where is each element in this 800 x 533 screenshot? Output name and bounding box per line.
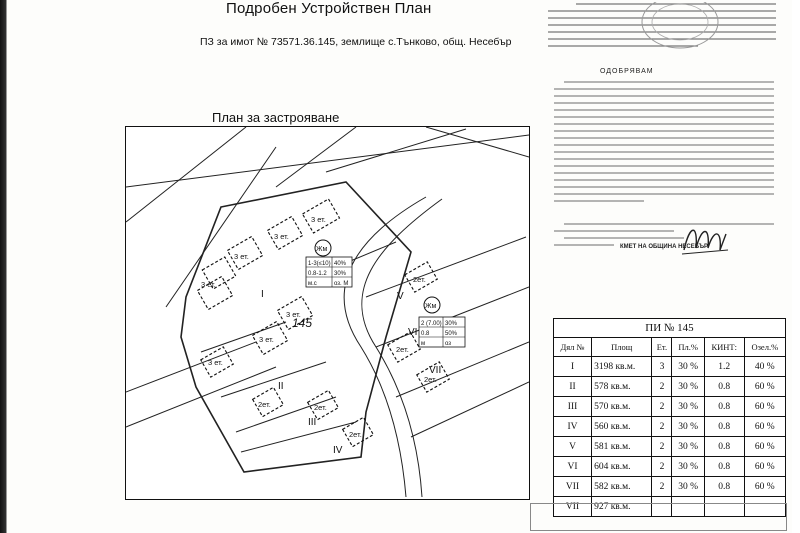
round-stamp (640, 2, 760, 52)
plan-drawing (125, 126, 530, 500)
table-cell: I (554, 357, 592, 377)
zone-label-IV: IV (333, 445, 343, 456)
table-cell: II (554, 377, 592, 397)
table-cell: VI (554, 457, 592, 477)
table-cell: 60 % (744, 417, 785, 437)
col-header: Дял № (554, 338, 592, 357)
page-title: Подробен Устройствен План (226, 0, 432, 17)
floors-label: 3 ет. (274, 232, 289, 241)
svg-text:оз: оз (445, 341, 452, 347)
table-cell: 0.8 (704, 437, 744, 457)
svg-text:Жм: Жм (425, 303, 437, 310)
zone-label-III: III (308, 417, 317, 428)
table-cell: 60 % (744, 437, 785, 457)
parcel-table (553, 318, 786, 517)
approval-heading: ОДОБРЯВАМ (600, 68, 654, 75)
approval-body (554, 78, 776, 221)
floors-label: 2ет. (258, 400, 271, 409)
table-row (554, 477, 786, 497)
table-cell: 30 % (672, 477, 704, 497)
svg-text:30%: 30% (445, 321, 458, 327)
floors-label: 2ет. (424, 375, 437, 384)
zone-label-VII: VII (429, 365, 442, 376)
floors-label: 2ет. (314, 403, 327, 412)
table-cell: 927 кв.м. (592, 497, 652, 517)
table-cell: 2 (652, 417, 672, 437)
table-cell: 30 % (672, 377, 704, 397)
params-table-1 (306, 257, 352, 287)
col-header: КИНТ: (704, 338, 744, 357)
signature-mark (680, 220, 730, 260)
plot-number: 145 (292, 316, 313, 330)
floors-label: 3 ет. (286, 310, 301, 319)
svg-text:0.8: 0.8 (421, 331, 430, 337)
table-cell: 581 кв.м. (592, 437, 652, 457)
floors-label: 3 ет. (259, 335, 274, 344)
table-cell: 582 кв.м. (592, 477, 652, 497)
floors-label: 2ет. (413, 275, 426, 284)
page-subtitle: ПЗ за имот № 73571.36.145, землище с.Тънково, общ. Несебър (200, 36, 512, 48)
col-header: Озел.% (744, 338, 785, 357)
table-cell: 2 (652, 437, 672, 457)
table-cell: VII (554, 497, 592, 517)
table-cell: 40 % (744, 357, 785, 377)
table-cell: VII (554, 477, 592, 497)
appeal-fine-print (554, 220, 776, 246)
svg-text:Жм: Жм (316, 246, 328, 253)
col-header: Площ (592, 338, 652, 357)
table-row (554, 397, 786, 417)
svg-text:оз. М: оз. М (334, 281, 349, 287)
parcel-plan-svg (126, 127, 529, 499)
zone-label-V: V (397, 291, 404, 302)
table-cell: 30 % (672, 417, 704, 437)
zone-badge (424, 297, 440, 313)
params-table-2 (419, 317, 465, 347)
table-cell: 60 % (744, 477, 785, 497)
table-cell: 2 (652, 477, 672, 497)
table-cell: 60 % (744, 397, 785, 417)
table-cell: IV (554, 417, 592, 437)
table-cell: 0.8 (704, 377, 744, 397)
table-cell: 0.8 (704, 417, 744, 437)
table-row (554, 457, 786, 477)
table-cell: 60 % (744, 377, 785, 397)
plan-heading: План за застрояване (212, 110, 340, 125)
table-cell: 0.8 (704, 457, 744, 477)
svg-text:м: м (421, 341, 426, 347)
bottom-stamp (530, 503, 787, 531)
floors-label: 3 ет. (201, 280, 216, 289)
svg-text:50%: 50% (445, 331, 458, 337)
floors-label: 2ет. (396, 345, 409, 354)
svg-text:0.8-1.2: 0.8-1.2 (308, 271, 327, 277)
svg-text:40%: 40% (334, 261, 347, 267)
table-header-row (554, 338, 786, 357)
table-cell: 604 кв.м. (592, 457, 652, 477)
approval-fine-print (554, 78, 776, 218)
floors-label: 3 ет. (311, 215, 326, 224)
svg-text:1-3(≤10): 1-3(≤10) (308, 261, 331, 267)
zone-label-II: II (278, 381, 284, 392)
table-cell: 30 % (672, 397, 704, 417)
svg-text:30%: 30% (334, 271, 347, 277)
table-row (554, 377, 786, 397)
table-row (554, 417, 786, 437)
table-cell: 560 кв.м. (592, 417, 652, 437)
table-cell: 0.8 (704, 477, 744, 497)
zone-label-VI: VI (408, 327, 418, 338)
table-cell: 3 (652, 357, 672, 377)
table-cell: III (554, 397, 592, 417)
zone-badge (315, 240, 331, 256)
table-caption: ПИ № 145 (554, 319, 786, 338)
svg-text:2 (7.00): 2 (7.00) (421, 321, 442, 327)
table-cell: 30 % (672, 437, 704, 457)
floors-label: 2ет. (349, 430, 362, 439)
col-header: Ет. (652, 338, 672, 357)
table-cell: 60 % (744, 457, 785, 477)
table-cell: 0.8 (704, 397, 744, 417)
table-cell: 578 кв.м. (592, 377, 652, 397)
table-cell: V (554, 437, 592, 457)
table-cell: 1.2 (704, 357, 744, 377)
table-cell: 2 (652, 457, 672, 477)
floors-label: 3 ет. (208, 358, 223, 367)
svg-text:м.с: м.с (308, 281, 317, 287)
col-header: Пл.% (672, 338, 704, 357)
table-cell: 3198 кв.м. (592, 357, 652, 377)
table-cell: 570 кв.м. (592, 397, 652, 417)
floors-label: 3 ет. (234, 252, 249, 261)
table-row (554, 357, 786, 377)
zone-label-I: I (261, 289, 264, 300)
mayor-label: КМЕТ НА ОБЩИНА НЕСЕБЪР (620, 244, 709, 250)
table-row (554, 437, 786, 457)
table-cell: 2 (652, 377, 672, 397)
table-cell: 30 % (672, 357, 704, 377)
table-cell: 2 (652, 397, 672, 417)
table-cell: 30 % (672, 457, 704, 477)
